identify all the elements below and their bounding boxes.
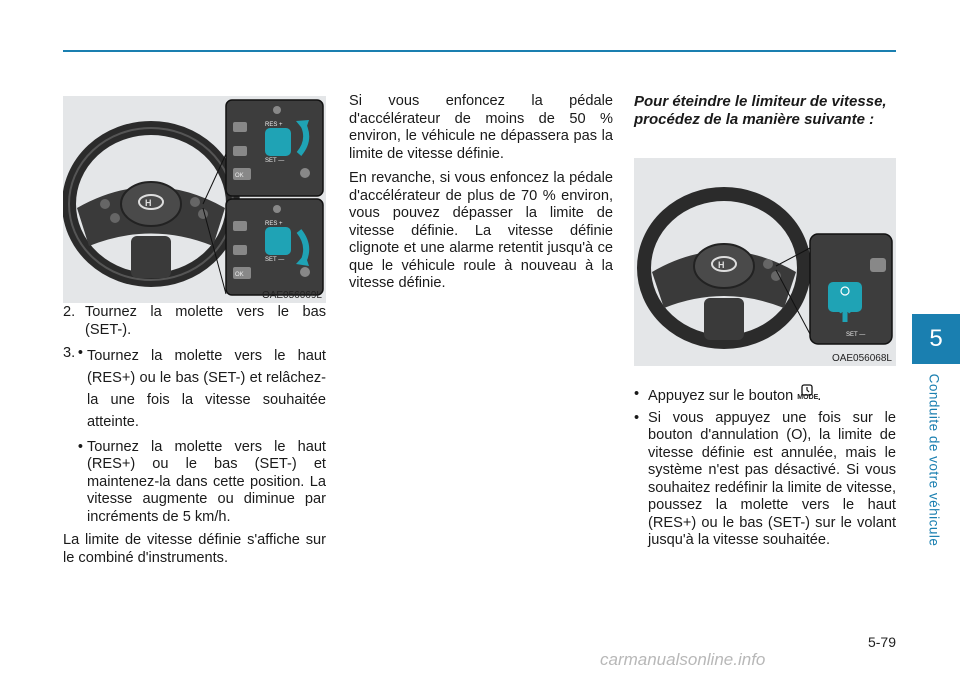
step-2 xyxy=(63,304,326,339)
mode-label: MODE xyxy=(797,393,819,401)
bullet-mark: • xyxy=(77,438,83,455)
column-3-bullets xyxy=(634,386,896,554)
steering-wheel-mode-illustration xyxy=(634,158,896,366)
figure2-set-label: SET — xyxy=(846,332,866,338)
svg-text:H: H xyxy=(718,260,725,270)
paragraph-2: En revanche, si vous enfoncez la pédale d'accélérateur de plus de 70 % environ, vous pouvez dépasser la limite de vitesse définie. La vitesse définie clignote et une alarme retentit jusqu'à ce que le véhicule roule à nouveau à la vitesse définie. xyxy=(349,170,613,291)
step-3-bullet-1 xyxy=(63,345,326,433)
figure1-ok-label-2: OK xyxy=(235,272,244,278)
figure-code: OAE056068L xyxy=(831,353,892,364)
column-2 xyxy=(349,93,613,300)
bullet-1-text: Appuyez sur le bouton xyxy=(648,388,794,404)
steering-wheel-illustration xyxy=(63,96,326,303)
figure1-ok-label: OK xyxy=(235,173,244,179)
header-rule xyxy=(63,50,896,52)
bullet-1-end: . xyxy=(817,388,822,404)
bullet-cancel-button xyxy=(634,410,896,550)
step-2-number: 2. xyxy=(63,304,76,320)
bullet-mark: • xyxy=(77,344,83,361)
mode-button-icon xyxy=(797,386,817,404)
step-3-number: 3. xyxy=(63,345,76,361)
figure-code: OAE056069L xyxy=(261,290,322,301)
figure1-res-label-2: RES + xyxy=(265,221,283,227)
step-3-bullet-1-text: Tournez la molette vers le haut (RES+) ou le bas (SET-) et relâchez-la une fois la vitesse souhaitée atteinte. xyxy=(87,347,326,430)
svg-text:H: H xyxy=(145,198,152,208)
bullet-mark: • xyxy=(634,386,640,402)
bullet-mode-button xyxy=(634,386,896,406)
paragraph-1: Si vous enfoncez la pédale d'accélérateur de moins de 50 % environ, le véhicule ne dépassera pas la limite de vitesse définie. xyxy=(349,93,613,162)
step-3-bullet-2-text: Tournez la molette vers le haut (RES+) ou le bas (SET-) et maintenez-la dans cette position. La vitesse augmente ou diminue par incréments de 5 km/h. xyxy=(87,438,326,525)
chapter-number-tab: 5 xyxy=(912,314,960,364)
bullet-mark: • xyxy=(634,409,640,426)
bullet-2-text: Si vous appuyez une fois sur le bouton d'annulation (O), la limite de vitesse définie est annulée, mais le système n'est pas désactivé. Si vous souhaitez redéfinir la limite de vitesse, poussez la molette vers le haut (RES+) ou le bas (SET-) sur le volant jusqu'à la vitesse souhaitée. xyxy=(648,409,896,548)
section-heading: Pour éteindre le limiteur de vitesse, procédez de la manière suivante : xyxy=(634,93,887,128)
step-2-text: Tournez la molette vers le bas (SET-). xyxy=(85,304,326,338)
figure-mode-button xyxy=(634,158,896,366)
figure1-set-label: SET — xyxy=(265,158,285,164)
watermark: carmanualsonline.info xyxy=(600,650,766,669)
page-number: 5-79 xyxy=(867,634,896,650)
chapter-title: Conduite de votre véhicule xyxy=(926,373,942,547)
figure-steering-wheel-switch xyxy=(63,96,326,303)
figure1-set-label-2: SET — xyxy=(265,257,285,263)
closing-paragraph: La limite de vitesse définie s'affiche sur le combiné d'instruments. xyxy=(63,532,326,566)
column-1 xyxy=(63,304,326,574)
column-3 xyxy=(634,93,896,129)
step-3-bullet-2 xyxy=(63,439,326,527)
figure1-res-label: RES + xyxy=(265,122,283,128)
